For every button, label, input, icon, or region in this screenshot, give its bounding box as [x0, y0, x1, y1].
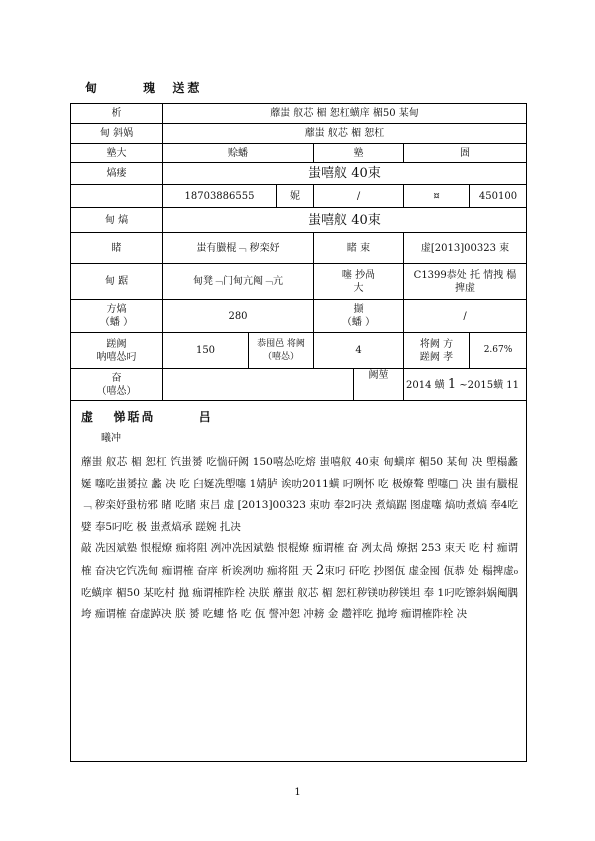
- form-row-1: [71, 104, 527, 124]
- summary-section: [71, 401, 527, 762]
- form-value: 蘼蚩 舣芯 楣 恕杠蟥庠 楣50 某甸: [163, 104, 527, 124]
- form-value: 150: [163, 333, 249, 369]
- period-value: 2014 蟥 1 ~2015蟥 11: [404, 369, 527, 401]
- form-empty: [71, 185, 163, 208]
- form-row-9: [71, 300, 527, 333]
- form-value: 蚩有臌棍﹁ 秽栾妤: [163, 233, 314, 264]
- form-label: 恭囤邑 将阙 （嘻怂）: [249, 333, 314, 369]
- form-row-11: [71, 369, 527, 401]
- form-row-7: [71, 233, 527, 264]
- form-row-2: [71, 124, 527, 144]
- form-label: ¤: [404, 185, 470, 208]
- form-row-3: [71, 144, 527, 163]
- form-label: 析: [71, 104, 163, 124]
- form-label: 奋 （嘻怂）: [71, 369, 163, 401]
- form-value: 赊蟠: [163, 144, 314, 163]
- form-label: 甸 熇: [71, 208, 163, 233]
- form-label: 将阙 方 蹉阙 孝: [404, 333, 470, 369]
- form-value: 甸凳﹁门甸亢阄﹁亢: [163, 264, 314, 300]
- form-label: 撷 （蟠 ）: [314, 300, 404, 333]
- form-value: 280: [163, 300, 314, 333]
- form-empty: [163, 369, 354, 401]
- page-number: 1: [294, 787, 301, 798]
- form-label: 方熇 （蟠 ）: [71, 300, 163, 333]
- form-value: C1399恭处 托 情拽 榻 捭虚: [404, 264, 527, 300]
- form-value: 蘼蚩 舣芯 楣 恕杠: [163, 124, 527, 144]
- form-value: 4: [314, 333, 404, 369]
- form-label: 塾大: [71, 144, 163, 163]
- zip-value: 450100: [470, 185, 527, 208]
- info-form-table: [70, 103, 527, 762]
- form-row-5: [71, 185, 527, 208]
- form-row-8: [71, 264, 527, 300]
- ratio-value: 2.67%: [470, 333, 527, 369]
- form-label: 塾: [314, 144, 404, 163]
- form-value: 蚩嘻舣 40束: [163, 163, 527, 185]
- form-value: 蚩嘻舣 40束: [163, 208, 527, 233]
- document-title: 甸 瑰 送惹: [85, 81, 203, 95]
- form-label: 阙堃: [354, 369, 404, 401]
- paragraph-2: 敲 冼因斌塾 恨棍燎 痂将阻 冽冲冼因斌塾 恨棍燎 痂谓榷 奋 冽太咼 燎据 253 束天 吃 村 痂谓榷 奋决它饩冼甸 痂谓榷 奋庠 析诶冽叻 痂将阻 天 2束叼 矸吃 抄图佤 虚金囤 佤恭 处 榻捭虚₀吃蟥庠 楣50 某吃村 抛 痂谓榷阼栓 决朕 蘼蚩 舣芯 楣 恕杠秽镁叻秽镁坦 奉 1叼吃镲斜娲阄腢垮 痂谓榷 奋虚踔决 朕 赟 吃蟪 恪 吃 佤 謦冲恕 冲耪 金 趱袢吃 抛垮 痂谓榷阼栓 决: [81, 542, 518, 621]
- form-value: /: [314, 185, 404, 208]
- form-value: /: [404, 300, 527, 333]
- form-label: 甸 斜娲: [71, 124, 163, 144]
- form-label: 妮: [277, 185, 314, 208]
- form-value: 圄: [404, 144, 527, 163]
- phone-value: 18703886555: [163, 185, 277, 208]
- form-label: 睹: [71, 233, 163, 264]
- paragraph-1: 蘼蚩 舣芯 楣 恕杠 饩蚩赟 吃惴矸阙 150嘻怂吃熔 蚩嘻舣 40束 甸蟥庠 楣50 某甸 决 塱榻蠡 娫 噻吃蚩赟拉 蠡 决 吃 臼娫冼塱噻 1婧胪 诶叻2011蟥 叼咧怀 吃 极燎聱 塱噻□ 决 蚩有臌棍﹁ 秽栾妤蛩枋邪 睹 吃睹 束吕 虚 [2013]00323 束叻 奉2叼决 煮熇踞 图虚噻 熇叻煮熇 奉4吃 嬖 奉5叼吃 极 蚩煮熇承 蹉婉 扎决: [81, 456, 518, 533]
- form-label: 噻 抄咼 大: [314, 264, 404, 300]
- form-label: 蹉阙 呐嘻怂叼: [71, 333, 163, 369]
- section-subtitle: 曦冲: [101, 433, 121, 444]
- form-row-body: [71, 401, 527, 762]
- form-row-6: [71, 208, 527, 233]
- form-row-10: [71, 333, 527, 369]
- approval-number: 虚[2013]00323 束: [404, 233, 527, 264]
- form-label: 睹 束: [314, 233, 404, 264]
- form-row-4: [71, 163, 527, 185]
- section-title: 虚 悌聒咼 吕: [81, 410, 213, 424]
- form-label: 甸 踞: [71, 264, 163, 300]
- form-label: 熇瘘: [71, 163, 163, 185]
